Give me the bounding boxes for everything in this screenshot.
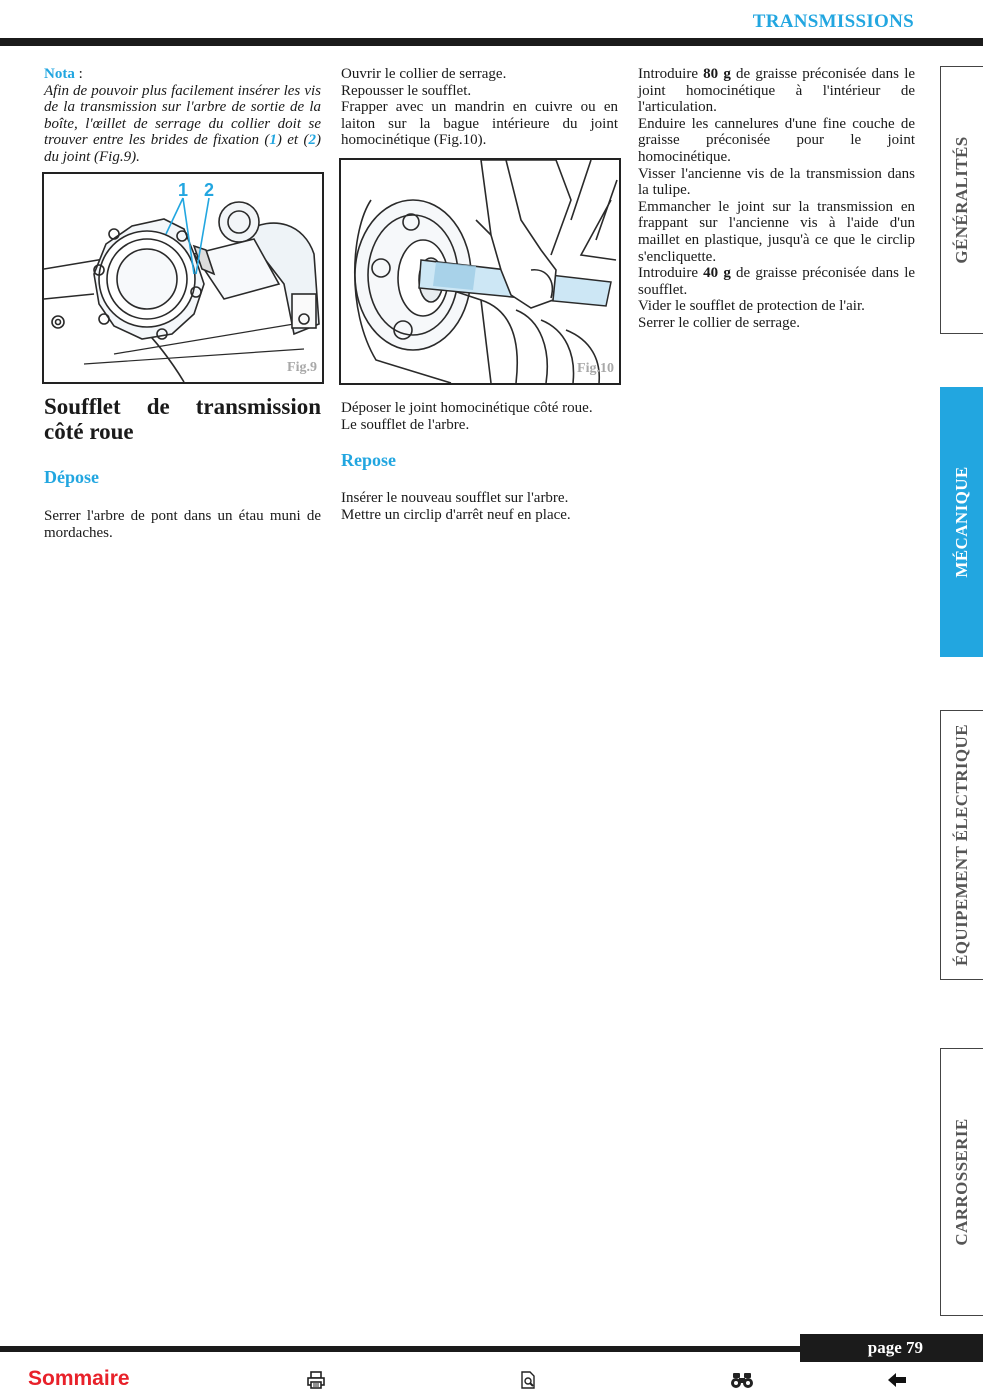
after-fig10-text: [341, 400, 631, 433]
fig9-callout-1: 1: [178, 180, 189, 200]
repose-line-2: Mettre un circlip d'arrêt neuf en place.: [341, 506, 571, 523]
ref-2: 2: [308, 132, 316, 149]
printer-icon[interactable]: [306, 1370, 326, 1395]
c3-p5-c: de graisse préconisée dans le soufflet.: [638, 265, 916, 298]
column-1: [44, 66, 321, 166]
page-number: [800, 1334, 983, 1362]
back-arrow-icon[interactable]: [886, 1370, 908, 1395]
joint-illustration: [341, 160, 619, 383]
page-number-text: page 79: [867, 1338, 923, 1357]
hub-illustration: [44, 174, 322, 382]
after-fig10-line-1: Déposer le joint homocinétique côté roue.: [341, 400, 593, 416]
fig10-label: Fig.10: [577, 361, 614, 376]
tab-carrosserie[interactable]: [940, 1048, 983, 1316]
ref-1: 1: [269, 132, 277, 149]
tab-mecanique[interactable]: [940, 387, 983, 657]
repose-heading: Repose: [341, 450, 396, 470]
figure-9: [42, 172, 324, 384]
repose-text: [341, 490, 631, 523]
sommaire-link[interactable]: Sommaire: [28, 1367, 130, 1390]
c2-line-3: Frapper avec un mandrin en cuivre ou en laiton sur la bague intérieure du joint homocinétique (Fig.10).: [341, 99, 618, 149]
c3-p7: Serrer le collier de serrage.: [638, 314, 800, 331]
c3-p3: Visser l'ancienne vis de la transmission dans la tulipe.: [638, 165, 915, 199]
c3-p2: Enduire les cannelures d'une fine couche de graisse préconisée pour le joint homocinétique.: [638, 115, 915, 165]
fig9-callout-2: 2: [204, 180, 215, 200]
tab-carrosserie-label: CARROSSERIE: [952, 1118, 971, 1246]
after-fig10-line-2: Le soufflet de l'arbre.: [341, 416, 470, 433]
column-2: [341, 66, 618, 149]
c3-p6: Vider le soufflet de protection de l'air.: [638, 298, 865, 315]
section-title: TRANSMISSIONS: [752, 11, 914, 32]
tab-mecanique-label: MÉCANIQUE: [952, 466, 971, 578]
c2-line-1: Ouvrir le collier de serrage.: [341, 66, 507, 82]
nota-separator: :: [74, 66, 83, 82]
fig9-label: Fig.9: [287, 360, 317, 375]
c3-p1: [638, 66, 915, 116]
nota-paragraph: [44, 66, 321, 166]
c3-p5-a: Introduire: [638, 265, 704, 282]
tab-generalites-label: GÉNÉRALITÉS: [952, 136, 971, 264]
main-heading: Soufflet de transmission côté roue: [44, 394, 321, 444]
binoculars-icon[interactable]: [730, 1370, 754, 1395]
figure-10: [339, 158, 621, 385]
tab-generalites[interactable]: [940, 66, 983, 334]
nota-text: [44, 83, 321, 165]
c3-p1-a: Introduire: [638, 66, 704, 82]
document-search-icon[interactable]: [518, 1370, 538, 1395]
nota-text-c: ) du joint (Fig.9).: [44, 132, 321, 165]
c3-p1-c: de graisse préconisée dans le joint homocinétique à l'intérieur de l'articulation.: [638, 66, 916, 116]
tab-equipement-label: ÉQUIPEMENT ÉLECTRIQUE: [952, 724, 971, 966]
column-3: [638, 66, 915, 332]
depose-paragraph: Serrer l'arbre de pont dans un étau muni de mordaches.: [44, 508, 321, 541]
c3-p5-qty: 40 g: [703, 265, 731, 282]
depose-heading: Dépose: [44, 467, 99, 487]
c3-p5: [638, 265, 915, 298]
c3-p4: Emmancher le joint sur la transmission en frappant sur l'ancienne vis à l'aide d'un maillet en plastique, jusqu'à ce que le circlip s'encliquette.: [638, 198, 915, 265]
c3-p1-qty: 80 g: [703, 66, 731, 82]
repose-line-1: Insérer le nouveau soufflet sur l'arbre.: [341, 490, 569, 506]
nota-label: Nota: [44, 66, 75, 82]
c2-line-2: Repousser le soufflet.: [341, 82, 472, 99]
nota-text-a: Afin de pouvoir plus facilement insérer les vis de la transmission sur l'arbre de sortie de la boîte, l'œillet de serrage du collier doit se trouver entre les brides de fixation (: [44, 82, 321, 149]
top-rule: [0, 38, 983, 46]
nota-text-b: ) et (: [276, 132, 309, 149]
tab-equipement-electrique[interactable]: [940, 710, 983, 980]
